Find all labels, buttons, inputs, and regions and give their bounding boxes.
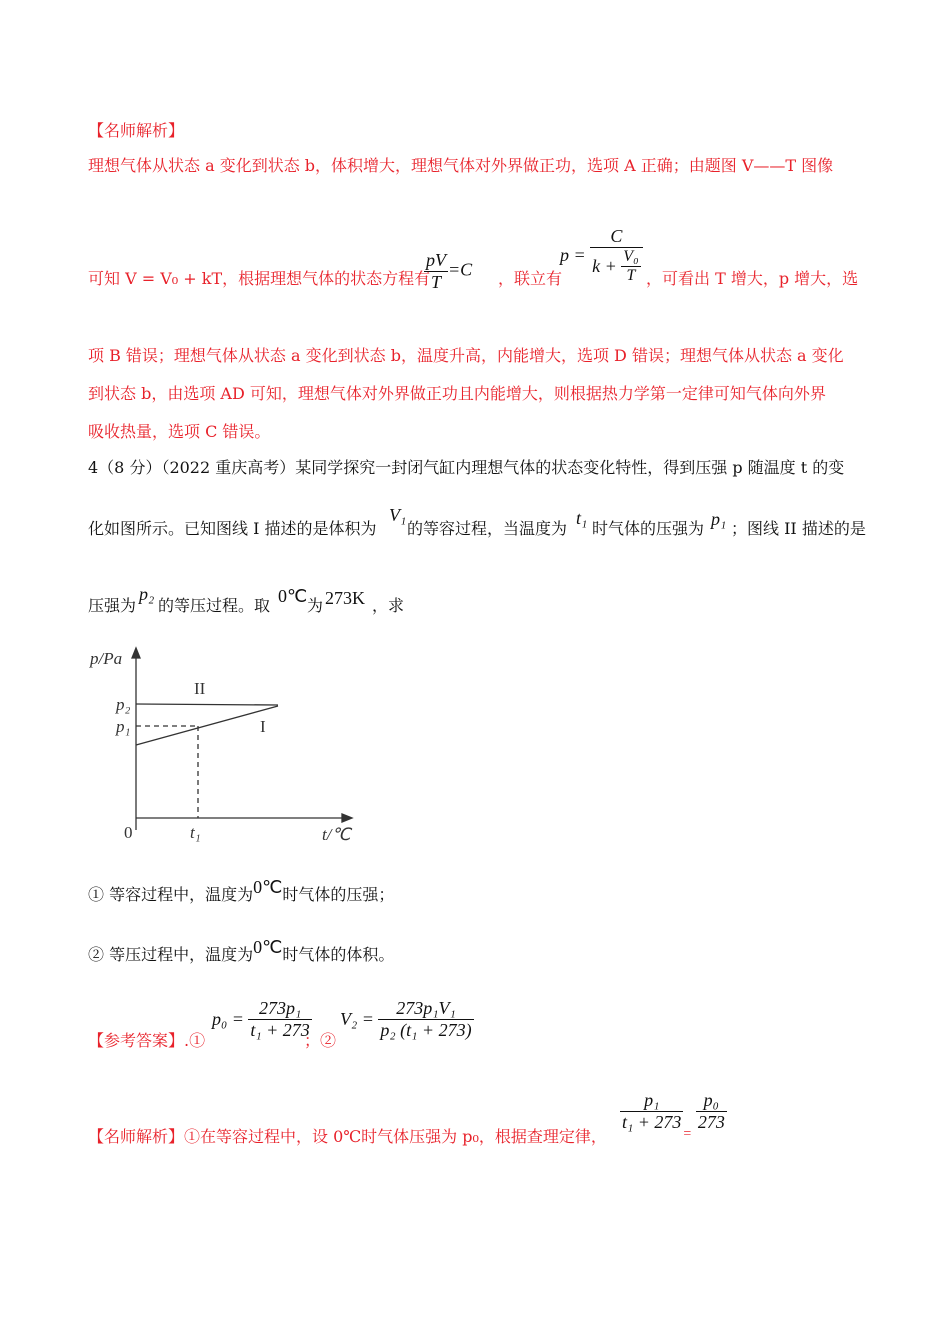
- subquestion-2-text: ② 等压过程中，温度为: [88, 945, 254, 964]
- answer-1-numerator: 273p₁: [248, 998, 311, 1020]
- p-t-graph: [88, 640, 368, 850]
- answer-2-equation: [340, 998, 474, 1041]
- t1-symbol: t₁: [576, 508, 588, 528]
- kelvin-273: 273K: [325, 588, 365, 608]
- answer-separator: ；②: [304, 1031, 337, 1050]
- eq2-den-den: T: [626, 267, 636, 284]
- eq2-lhs: p =: [560, 245, 586, 265]
- zero-celsius: 0℃: [278, 586, 308, 606]
- eq1-denominator: T: [430, 272, 441, 292]
- subquestion-2: [88, 937, 395, 965]
- answer-heading: [88, 1028, 205, 1051]
- charles-right-denominator: 273: [697, 1112, 725, 1132]
- line-I-label: I: [260, 717, 266, 736]
- x-axis-arrow: [342, 814, 352, 822]
- subquestion-1-text: ① 等容过程中，温度为: [88, 885, 254, 904]
- v1-symbol: V₁: [389, 505, 407, 525]
- analysis-2: [88, 1124, 607, 1147]
- question-line-2b: 的等容过程，当温度为: [407, 519, 568, 538]
- charles-equals: =: [683, 1126, 692, 1142]
- question-line-2d: ；图线 II 描述的是: [731, 519, 866, 538]
- answer-1-lhs: p₀ =: [212, 1009, 244, 1029]
- charles-left-numerator: p₁: [620, 1090, 683, 1112]
- answer-heading-text: 【参考答案】: [88, 1031, 185, 1050]
- analysis-line-4: 到状态 b，由选项 AD 可知，理想气体对外界做正功且内能增大，则根据热力学第一定律可知气体向外界: [88, 384, 826, 403]
- analysis-line-2a: 可知 V = V₀ + kT，根据理想气体的状态方程有: [88, 269, 431, 288]
- answer-2-lhs: V₂ =: [340, 1009, 374, 1029]
- subquestion-1-end: 时气体的压强；: [282, 885, 395, 904]
- y-axis-label: p/Pa: [90, 649, 123, 668]
- charles-right-numerator: p₀: [696, 1090, 727, 1112]
- question-line-2c: 时气体的压强为: [592, 519, 705, 538]
- question-line-3b: 的等压过程。取: [158, 596, 271, 615]
- subquestion-1: [88, 877, 395, 905]
- t1-tick-label: t₁: [190, 823, 201, 842]
- analysis-line-1: 理想气体从状态 a 变化到状态 b，体积增大，理想气体对外界做正功，选项 A 正确；由题图 V——T 图像: [88, 156, 834, 175]
- charles-law-equation: [620, 1090, 727, 1143]
- answer-1-equation: [212, 998, 312, 1041]
- eq2-den-k: k +: [592, 256, 617, 276]
- analysis-heading: 【名师解析】: [88, 121, 185, 140]
- subquestion-2-temp: 0℃: [253, 937, 283, 957]
- analysis-line-5: 吸收热量，选项 C 错误。: [88, 422, 271, 441]
- answer-1-denominator: t₁ + 273: [250, 1020, 310, 1040]
- question-line-3d: ，求: [372, 596, 405, 615]
- line-II-label: II: [194, 679, 206, 698]
- line-II: [136, 704, 278, 705]
- state-equation: [424, 250, 472, 293]
- combined-equation: [560, 226, 643, 285]
- subquestion-2-end: 时气体的体积。: [282, 945, 395, 964]
- eq2-den-num: V₀: [623, 248, 639, 265]
- answer-2-denominator: p₂ (t₁ + 273): [380, 1020, 472, 1040]
- analysis-2-text: ①在等容过程中，设 0℃时气体压强为 p₀，根据查理定律，: [184, 1127, 607, 1146]
- origin-label: 0: [124, 823, 133, 842]
- answer-prefix: .①: [184, 1031, 206, 1050]
- p2-symbol: p₂: [139, 584, 155, 604]
- p1-tick-label: p₁: [116, 717, 131, 736]
- subquestion-1-temp: 0℃: [253, 877, 283, 897]
- question-line-3c: 为: [307, 596, 324, 615]
- eq1-numerator: pV: [426, 250, 446, 270]
- question-line-2a: 化如图所示。已知图线 I 描述的是体积为: [88, 519, 377, 538]
- p2-tick-label: p₂: [116, 695, 131, 714]
- analysis-line-2c: ，可看出 T 增大，p 增大，选: [646, 269, 859, 288]
- y-axis-arrow: [132, 648, 140, 658]
- answer-2-numerator: 273p₁V₁: [378, 998, 473, 1020]
- question-line-3a: 压强为: [88, 596, 137, 615]
- p1-symbol: p₁: [711, 509, 727, 529]
- analysis-2-heading: 【名师解析】: [88, 1127, 185, 1146]
- analysis-line-3: 项 B 错误；理想气体从状态 a 变化到状态 b，温度升高，内能增大，选项 D 错误；理想气体从状态 a 变化: [88, 346, 844, 365]
- analysis-line-2b: ，联立有: [498, 269, 563, 288]
- eq1-rhs: =C: [448, 259, 473, 280]
- x-axis-label: t/℃: [322, 825, 351, 844]
- charles-left-denominator: t₁ + 273: [622, 1112, 682, 1132]
- eq2-numerator: C: [590, 226, 642, 248]
- question-line-1: 4（8 分）（2022 重庆高考）某同学探究一封闭气缸内理想气体的状态变化特性，得到压强 p 随温度 t 的变: [88, 458, 845, 477]
